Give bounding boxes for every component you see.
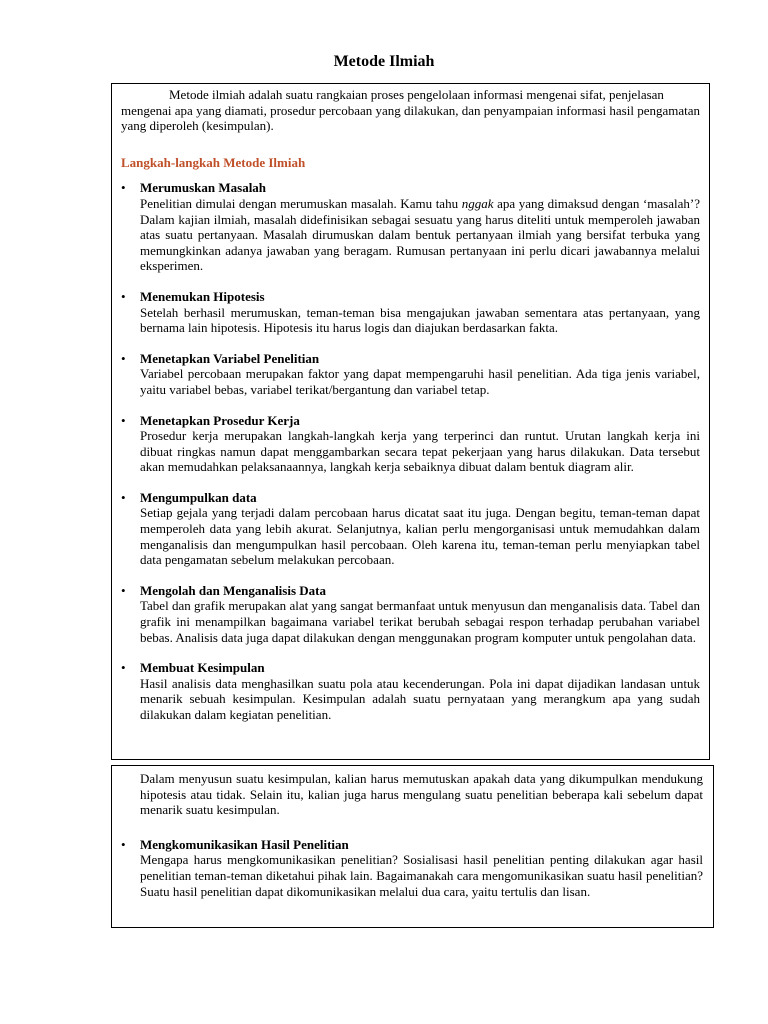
- step-title: Menetapkan Prosedur Kerja: [140, 412, 300, 428]
- continuation-paragraph: Dalam menyusun suatu kesimpulan, kalian harus memutuskan apakah data yang dikumpulkan mendukung hipotesis atau tidak. Selain itu, kalian juga harus mengulang suatu penelitian beberapa kali sebelum dapat menarik suatu kesimpulan.: [140, 771, 703, 818]
- step-body-text: Penelitian dimulai dengan merumuskan masalah. Kamu tahu: [140, 195, 462, 211]
- list-item: [121, 490, 700, 568]
- step-body: Tabel dan grafik merupakan alat yang sangat bermanfaat untuk menyusun dan menganalisis data. Tabel dan grafik ini menampilkan bagaimana variabel terikat berubah sebagai respon terhadap perubahan variabel bebas. Analisis data juga dapat dilakukan dengan menggunakan program komputer untuk pengolahan data.: [140, 598, 700, 645]
- step-body: Prosedur kerja merupakan langkah-langkah kerja yang terperinci dan runtut. Urutan langkah kerja ini dibuat ringkas namun dapat menggambarkan secara tepat pekerjaan yang harus dilakukan. Data tersebut akan memudahkan pelaksanaannya, langkah kerja sebaiknya dibuat dalam bentuk diagram alir.: [140, 428, 700, 475]
- list-item: [121, 180, 700, 274]
- step-title: Menemukan Hipotesis: [140, 288, 265, 304]
- step-title: Mengkomunikasikan Hasil Penelitian: [140, 836, 349, 852]
- list-item: [121, 583, 700, 645]
- step-body: Setelah berhasil merumuskan, teman-teman bisa mengajukan jawaban sementara atas pertanyaan, yang bernama lain hipotesis. Hipotesis itu harus logis dan diajukan berdasarkan fakta.: [140, 304, 700, 336]
- step-body: Setiap gejala yang terjadi dalam percobaan harus dicatat saat itu juga. Dengan begitu, teman-teman dapat memperoleh data yang lebih akurat. Selanjutnya, kalian perlu mengorganisasi untuk memudahkan dalam menganalisis dan mengumpulkan hasil percobaan. Oleh karena itu, teman-teman perlu menyiapkan tabel data pengamatan sebelum melakukan percobaan.: [140, 505, 700, 568]
- bullet-icon: •: [121, 582, 126, 598]
- list-item: [121, 660, 700, 722]
- list-item: [121, 351, 700, 398]
- step-title: Mengumpulkan data: [140, 489, 257, 505]
- step-body-italic: nggak: [461, 195, 494, 211]
- step-title: Mengolah dan Menganalisis Data: [140, 582, 326, 598]
- step-title: Menetapkan Variabel Penelitian: [140, 350, 320, 366]
- step-body: Mengapa harus mengkomunikasikan penelitian? Sosialisasi hasil penelitian penting dilakukan agar hasil penelitian teman-teman diketahui pihak lain. Bagaimanakah cara mengomunikasikan suatu hasil penelitian? Suatu hasil penelitian dapat dikomunikasikan melalui dua cara, yaitu tertulis dan lisan.: [140, 852, 703, 899]
- step-body-text: apa yang dimaksud dengan ‘masalah’? Dalam kajian ilmiah, masalah didefinisikan sebagai sesuatu yang harus diteliti untuk memperoleh jawaban atas suatu pertanyaan. Masalah dirumuskan dalam bentuk pertanyaan ilmiah yang bersifat terbuka yang memungkinkan adanya jawaban yang beragam. Rumusan pertanyaan ini perlu dicari jawabannya melalui eksperimen.: [140, 195, 700, 274]
- page-title: Metode Ilmiah: [333, 53, 435, 70]
- bullet-icon: •: [121, 412, 126, 428]
- step-title: Merumuskan Masalah: [140, 180, 267, 196]
- step-title: Membuat Kesimpulan: [140, 660, 265, 676]
- step-body: [140, 196, 700, 274]
- main-content-box: [111, 83, 710, 760]
- intro-paragraph: Metode ilmiah adalah suatu rangkaian proses pengelolaan informasi mengenai sifat, penjelasan mengenai apa yang diamati, prosedur percobaan yang dilakukan, dan penyampaian informasi hasil pengamatan yang diperoleh (kesimpulan).: [121, 87, 701, 134]
- steps-list: [121, 836, 703, 899]
- section-heading: Langkah-langkah Metode Ilmiah: [121, 154, 306, 170]
- bullet-icon: •: [121, 288, 126, 304]
- list-item: [121, 289, 700, 336]
- list-item: [121, 837, 703, 899]
- step-body: Variabel percobaan merupakan faktor yang dapat mempengaruhi hasil penelitian. Ada tiga jenis variabel, yaitu variabel bebas, variabel terikat/bergantung dan variabel tetap.: [140, 366, 700, 397]
- bullet-icon: •: [121, 180, 126, 196]
- continuation-box: [111, 765, 714, 928]
- bullet-icon: •: [121, 489, 126, 505]
- bullet-icon: •: [121, 836, 126, 852]
- bullet-icon: •: [121, 660, 126, 676]
- list-item: [121, 413, 700, 475]
- step-body: Hasil analisis data menghasilkan suatu pola atau kecenderungan. Pola ini dapat dijadikan landasan untuk menarik sebuah kesimpulan. Kesimpulan adalah suatu pernyataan yang merangkum apa yang sudah dilakukan dalam kegiatan penelitian.: [140, 675, 700, 722]
- bullet-icon: •: [121, 350, 126, 366]
- steps-list: [121, 180, 700, 722]
